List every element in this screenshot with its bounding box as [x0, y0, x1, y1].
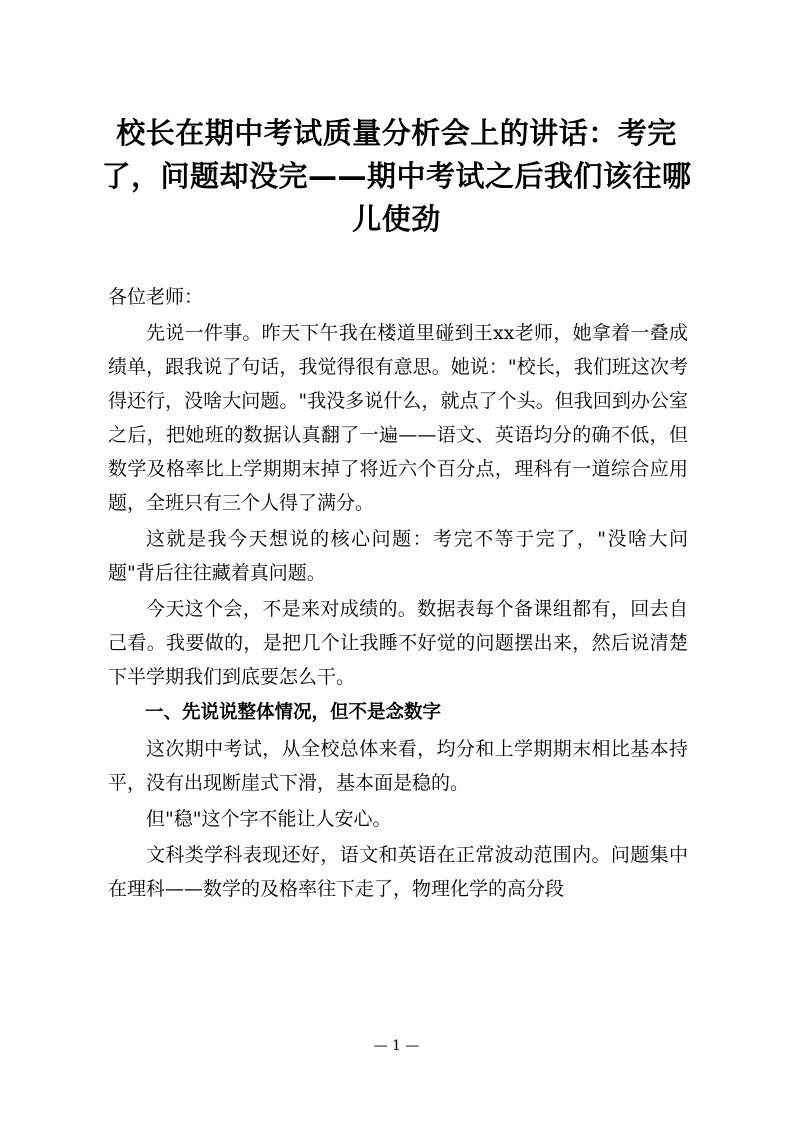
- paragraph: 但"稳"这个字不能让人安心。: [146, 808, 392, 830]
- paragraph: 文科类学科表现还好，语文和英语在正常波动范围内。问题集中在理科——数学的及格率往下走了，物理化学的高分段: [108, 844, 688, 900]
- paragraph: 今天这个会，不是来对成绩的。数据表每个备课组都有，回去自己看。我要做的，是把几个让我睡不好觉的问题摆出来，然后说清楚下半学期我们到底要怎么干。: [108, 598, 688, 688]
- document-body: [108, 280, 688, 908]
- paragraph: 这就是我今天想说的核心问题：考完不等于完了，"没啥大问题"背后往往藏着真问题。: [108, 528, 688, 584]
- page-number: — 1 —: [373, 1038, 420, 1054]
- section-heading: 一、先说说整体情况，但不是念数字: [145, 702, 442, 723]
- document-title: 校长在期中考试质量分析会上的讲话：考完了，问题却没完——期中考试之后我们该往哪儿使劲: [101, 116, 692, 236]
- salutation: 各位老师：: [108, 286, 204, 308]
- paragraph: 这次期中考试，从全校总体来看，均分和上学期期末相比基本持平，没有出现断崖式下滑，基本面是稳的。: [108, 738, 688, 794]
- paragraph: 先说一件事。昨天下午我在楼道里碰到王xx老师，她拿着一叠成绩单，跟我说了句话，我觉得很有意思。她说："校长，我们班这次考得还行，没啥大问题。"我没多说什么，就点了个头。但我回到办公室之后，把她班的数据认真翻了一遍——语文、英语均分的确不低，但数学及格率比上学期期末掉了将近六个百分点，理科有一道综合应用题，全班只有三个人得了满分。: [108, 322, 688, 514]
